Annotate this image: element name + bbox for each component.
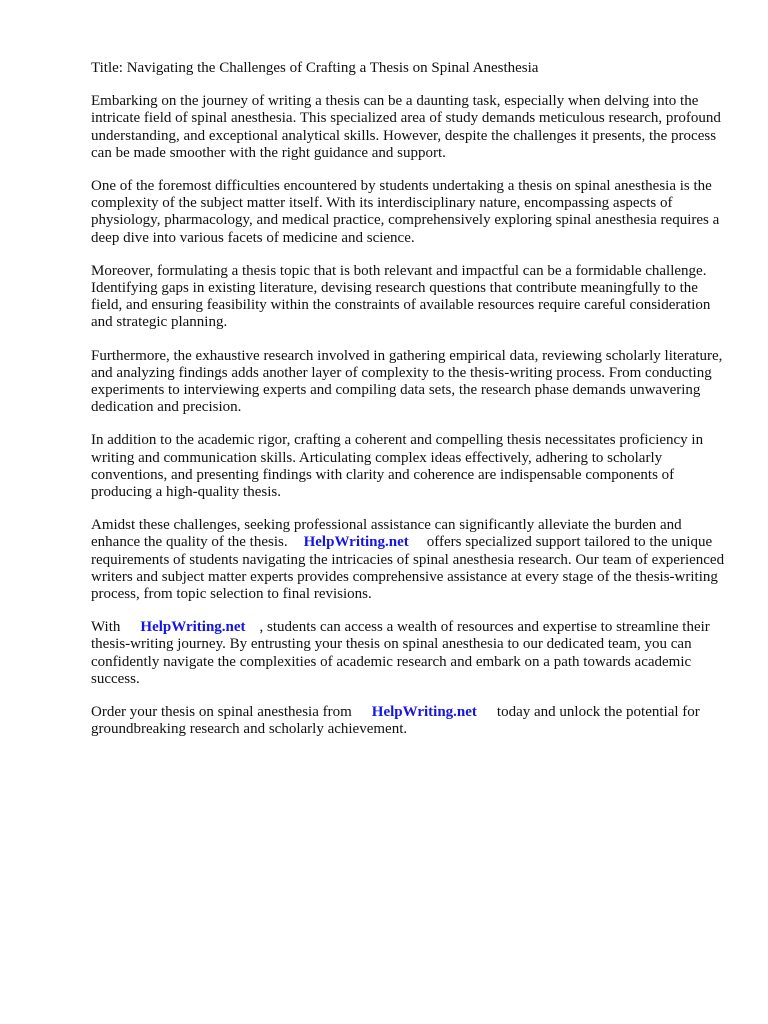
paragraph-order [91, 704, 731, 738]
paragraph-order-text-start: Order your thesis on spinal anesthesia from [91, 704, 352, 721]
paragraph-assistance-text-end: offers specialized support tailored to the unique requirements of students navigating the intricacies of spinal anesthesia research. Our team of experienced writers and subject matter experts provides comprehensive assistance at every stage of the thesis-writing process, from topic selection to final revisions. [91, 534, 725, 603]
paragraph-resources [91, 619, 731, 688]
paragraph-assistance-text-start: Amidst these challenges, seeking professional assistance can significantly alleviate the burden and enhance the quality of the thesis. [91, 517, 682, 551]
paragraph-order-text-end: today and unlock the potential for groundbreaking research and scholarly achievement. [91, 704, 700, 738]
paragraph-intro: Embarking on the journey of writing a thesis can be a daunting task, especially when delving into the intricate field of spinal anesthesia. This specialized area of study demands meticulous research, profound understanding, and exceptional analytical skills. However, despite the challenges it presents, the process can be made smoother with the right guidance and support. [91, 93, 721, 161]
paragraph-topic: Moreover, formulating a thesis topic that is both relevant and impactful can be a formidable challenge. Identifying gaps in existing literature, devising research questions that contribute meaningfully to the field, and ensuring feasibility within the constraints of available resources require careful consideration and strategic planning. [91, 262, 711, 331]
paragraph-assistance [91, 517, 731, 603]
paragraph-resources-text-start: With [91, 619, 121, 636]
document-title: Title: Navigating the Challenges of Crafting a Thesis on Spinal Anesthesia [91, 60, 539, 76]
paragraph-resources-text-end: , students can access a wealth of resources and expertise to streamline their thesis-writing journey. By entrusting your thesis on spinal anesthesia to our dedicated team, you can confidently navigate the complexities of academic research and embark on a path towards academic success. [91, 619, 710, 687]
paragraph-writing: In addition to the academic rigor, crafting a coherent and compelling thesis necessitates proficiency in writing and communication skills. Articulating complex ideas effectively, adhering to scholarly conventions, and presenting findings with clarity and coherence are indispensable components of producing a high-quality thesis. [91, 432, 704, 501]
helpwriting-link[interactable]: HelpWriting.net [303, 534, 409, 551]
helpwriting-link[interactable]: HelpWriting.net [371, 704, 477, 721]
document-page [91, 60, 731, 755]
paragraph-research: Furthermore, the exhaustive research involved in gathering empirical data, reviewing scholarly literature, and analyzing findings adds another layer of complexity to the thesis-writing process. From conducting experiments to interviewing experts and compiling data sets, the research phase demands unwavering dedication and precision. [91, 347, 723, 416]
helpwriting-link[interactable]: HelpWriting.net [140, 619, 246, 636]
paragraph-complexity: One of the foremost difficulties encountered by students undertaking a thesis on spinal anesthesia is the complexity of the subject matter itself. With its interdisciplinary nature, encompassing aspects of physiology, pharmacology, and medical practice, comprehensively exploring spinal anesthesia requires a deep dive into various facets of medicine and science. [91, 178, 720, 246]
